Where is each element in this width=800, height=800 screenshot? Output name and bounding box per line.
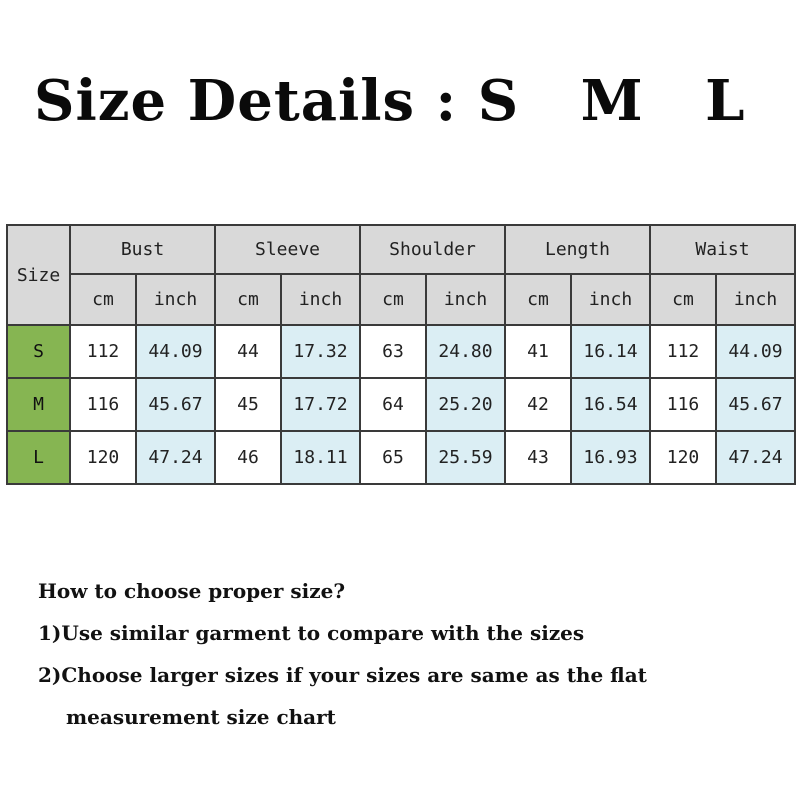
shoulder-inch-value: 25.59 — [426, 431, 505, 484]
length-cm-value: 42 — [505, 378, 571, 431]
waist-inch-value: 47.24 — [716, 431, 795, 484]
shoulder-inch-value: 24.80 — [426, 325, 505, 378]
waist-inch-value: 45.67 — [716, 378, 795, 431]
unit-cm-header: cm — [360, 274, 426, 325]
bust-cm-value: 112 — [70, 325, 136, 378]
waist-cm-value: 112 — [650, 325, 716, 378]
bust-cm-value: 116 — [70, 378, 136, 431]
waist-cm-value: 120 — [650, 431, 716, 484]
header-sleeve: Sleeve — [215, 225, 360, 274]
unit-inch-header: inch — [571, 274, 650, 325]
guide-tip-2-continued: measurement size chart — [66, 705, 336, 729]
unit-cm-header: cm — [505, 274, 571, 325]
length-cm-value: 43 — [505, 431, 571, 484]
header-bust: Bust — [70, 225, 215, 274]
shoulder-cm-value: 63 — [360, 325, 426, 378]
unit-cm-header: cm — [650, 274, 716, 325]
unit-inch-header: inch — [136, 274, 215, 325]
header-waist: Waist — [650, 225, 795, 274]
bust-inch-value: 44.09 — [136, 325, 215, 378]
waist-inch-value: 44.09 — [716, 325, 795, 378]
size-label: M — [7, 378, 70, 431]
waist-cm-value: 116 — [650, 378, 716, 431]
length-inch-value: 16.14 — [571, 325, 650, 378]
table-row — [7, 378, 795, 431]
shoulder-cm-value: 65 — [360, 431, 426, 484]
bust-inch-value: 47.24 — [136, 431, 215, 484]
page-title: Size Details : S M L — [34, 68, 746, 134]
unit-cm-header: cm — [70, 274, 136, 325]
sleeve-cm-value: 44 — [215, 325, 281, 378]
unit-inch-header: inch — [716, 274, 795, 325]
guide-tip-1: 1)Use similar garment to compare with the sizes — [38, 621, 585, 645]
header-length: Length — [505, 225, 650, 274]
sleeve-inch-value: 17.72 — [281, 378, 360, 431]
sleeve-cm-value: 45 — [215, 378, 281, 431]
guide-question: How to choose proper size? — [38, 579, 346, 603]
guide-tip-2: 2)Choose larger sizes if your sizes are same as the flat — [38, 663, 647, 687]
unit-header-row — [7, 274, 795, 325]
shoulder-inch-value: 25.20 — [426, 378, 505, 431]
unit-cm-header: cm — [215, 274, 281, 325]
size-label: S — [7, 325, 70, 378]
size-label: L — [7, 431, 70, 484]
size-column-header: Size — [7, 225, 70, 325]
unit-inch-header: inch — [281, 274, 360, 325]
sleeve-cm-value: 46 — [215, 431, 281, 484]
size-chart-table — [6, 224, 796, 485]
length-inch-value: 16.93 — [571, 431, 650, 484]
measurement-header-row — [7, 225, 795, 274]
header-shoulder: Shoulder — [360, 225, 505, 274]
shoulder-cm-value: 64 — [360, 378, 426, 431]
size-guide — [38, 572, 647, 740]
unit-inch-header: inch — [426, 274, 505, 325]
table-row — [7, 431, 795, 484]
table-row — [7, 325, 795, 378]
bust-inch-value: 45.67 — [136, 378, 215, 431]
sleeve-inch-value: 18.11 — [281, 431, 360, 484]
sleeve-inch-value: 17.32 — [281, 325, 360, 378]
bust-cm-value: 120 — [70, 431, 136, 484]
length-cm-value: 41 — [505, 325, 571, 378]
length-inch-value: 16.54 — [571, 378, 650, 431]
